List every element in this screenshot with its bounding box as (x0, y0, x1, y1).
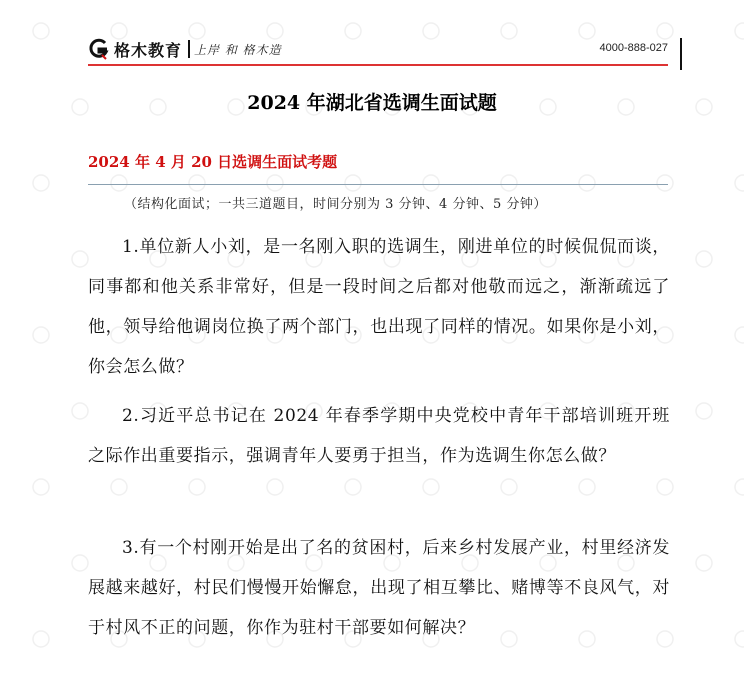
watermark-icon (108, 172, 130, 194)
document-title: 2024 年湖北省选调生面试题 (247, 92, 497, 114)
watermark-icon (420, 172, 442, 194)
watermark-icon (732, 324, 744, 346)
watermark-icon (498, 172, 520, 194)
watermark-icon (186, 476, 208, 498)
watermark-icon (342, 476, 364, 498)
watermark-icon (576, 476, 598, 498)
question-1: 1.单位新人小刘，是一名刚入职的选调生，刚进单位的时候侃侃而谈，同事都和他关系非常好，但是一段时间之后都对他敬而远之，渐渐疏远了他，领导给他调岗位换了两个部门，也出现了同样的情况。如果你是小刘，你会怎么做？ (88, 237, 670, 377)
section-title: 2024 年 4 月 20 日选调生面试考题 (88, 153, 338, 171)
watermark-icon (30, 20, 52, 42)
watermark-icon (654, 172, 676, 194)
watermark-icon (693, 248, 715, 270)
watermark-icon (693, 552, 715, 574)
watermark-icon (30, 172, 52, 194)
watermark-icon (342, 172, 364, 194)
brand-divider (188, 40, 190, 58)
watermark-icon (264, 172, 286, 194)
watermark-icon (108, 476, 130, 498)
question-3: 3.有一个村刚开始是出了名的贫困村，后来乡村发展产业，村里经济发展越来越好，村民们慢慢开始懈怠，出现了相互攀比、赌博等不良风气，对于村风不正的问题，你作为驻村干部要如何解决？ (88, 538, 670, 638)
watermark-icon (732, 20, 744, 42)
brand-name: 格木教育 (114, 41, 183, 60)
watermark-icon (30, 628, 52, 650)
exam-note: （结构化面试；一共三道题目，时间分别为 3 分钟、4 分钟、5 分钟） (124, 197, 547, 212)
watermark-icon (420, 476, 442, 498)
phone-number: 4000-888-027 (599, 42, 668, 54)
margin-bar (680, 38, 682, 70)
watermark-icon (576, 172, 598, 194)
section-rule (88, 184, 668, 185)
watermark-icon (498, 476, 520, 498)
page-header (88, 36, 668, 66)
watermark-icon (186, 172, 208, 194)
watermark-icon (693, 400, 715, 422)
question-2: 2.习近平总书记在 2024 年春季学期中央党校中青年干部培训班开班之际作出重要指示，强调青年人要勇于担当，作为选调生你怎么做？ (88, 406, 670, 466)
watermark-icon (732, 628, 744, 650)
header-rule (88, 64, 668, 66)
watermark-icon (732, 172, 744, 194)
watermark-icon (654, 476, 676, 498)
logo-icon (88, 38, 110, 60)
watermark-icon (264, 476, 286, 498)
watermark-icon (732, 476, 744, 498)
watermark-icon (30, 476, 52, 498)
watermark-icon (30, 324, 52, 346)
brand-slogan: 上岸 和 格木造 (194, 43, 282, 57)
